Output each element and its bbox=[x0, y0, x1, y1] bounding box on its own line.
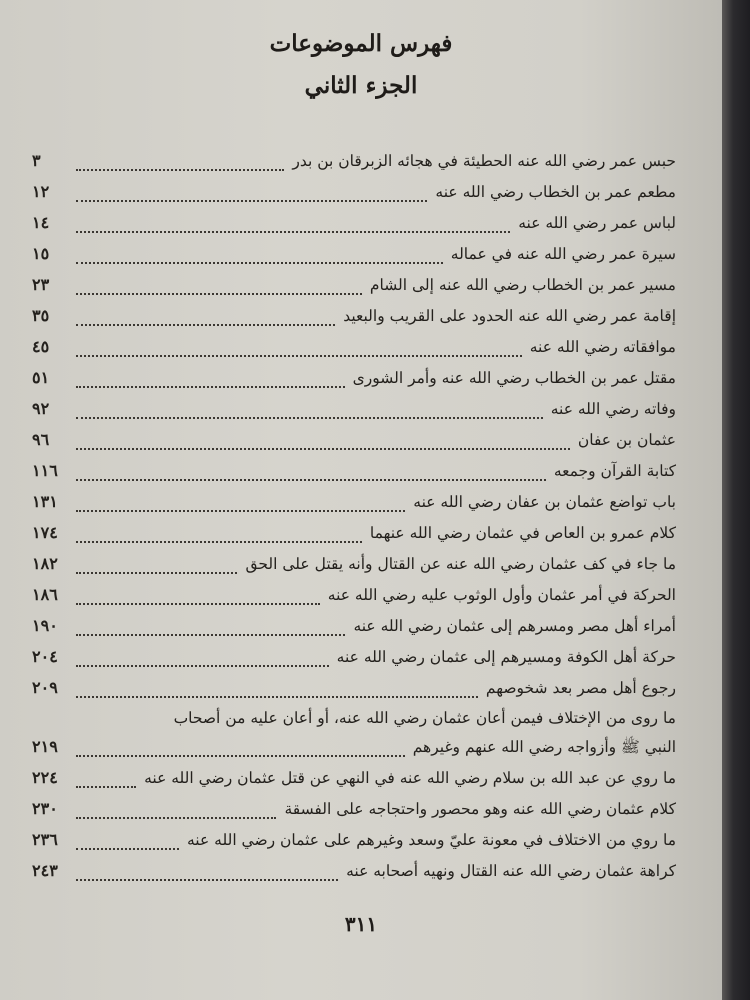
toc-entry-page: ٢٣٠ bbox=[32, 799, 58, 818]
toc-entry-title: مطعم عمر بن الخطاب رضي الله عنه bbox=[435, 183, 676, 201]
dot-leader bbox=[76, 355, 522, 357]
dot-leader bbox=[76, 541, 362, 543]
toc-entry-title: حبس عمر رضي الله عنه الحطيئة في هجائه الزبرقان بن بدر bbox=[292, 152, 676, 170]
toc-entry-page: ١٨٦ bbox=[32, 585, 58, 604]
toc-entry bbox=[32, 306, 676, 337]
toc-entry-title: رجوع أهل مصر بعد شخوصهم bbox=[485, 679, 676, 697]
toc-entry-title: ما روي من الاختلاف في معونة عليّ وسعد وغيرهم على عثمان رضي الله عنه bbox=[187, 831, 676, 849]
toc-entry-title: مسير عمر بن الخطاب رضي الله عنه إلى الشام bbox=[369, 276, 676, 294]
toc-entry bbox=[32, 275, 676, 306]
toc-entry-title: النبي ﷺ وأزواجه رضي الله عنهم وغيرهم bbox=[412, 738, 676, 756]
toc-entry bbox=[32, 861, 676, 892]
toc-entry-title: سيرة عمر رضي الله عنه في عماله bbox=[450, 245, 676, 263]
dot-leader bbox=[76, 603, 320, 605]
toc-entry bbox=[32, 368, 676, 399]
dot-leader bbox=[76, 169, 284, 171]
index-title: فهرس الموضوعات bbox=[269, 30, 453, 57]
toc-entry-title: موافقاته رضي الله عنه bbox=[529, 338, 676, 356]
dot-leader bbox=[76, 448, 570, 450]
toc-entry-first-line bbox=[32, 709, 676, 737]
dot-leader bbox=[76, 665, 329, 667]
toc-entry-title: ما جاء في كف عثمان رضي الله عنه عن القتال وأنه يقتل على الحق bbox=[245, 555, 676, 573]
dot-leader bbox=[76, 755, 405, 757]
dot-leader bbox=[76, 262, 443, 264]
toc-entry-page: ٤٥ bbox=[32, 337, 50, 356]
toc-entry bbox=[32, 151, 676, 182]
toc-entry-title: كلام عمرو بن العاص في عثمان رضي الله عنهما bbox=[369, 524, 676, 542]
dot-leader bbox=[76, 696, 478, 698]
toc-entry bbox=[32, 461, 676, 492]
toc-entry bbox=[32, 244, 676, 275]
toc-entry bbox=[32, 337, 676, 368]
dot-leader bbox=[76, 231, 510, 233]
toc-entry-title: أمراء أهل مصر ومسرهم إلى عثمان رضي الله عنه bbox=[353, 617, 676, 635]
dot-leader bbox=[76, 417, 543, 419]
toc-entry-title: عثمان بن عفان bbox=[577, 431, 676, 449]
toc-entry bbox=[32, 647, 676, 678]
toc-entry bbox=[32, 585, 676, 616]
toc-entry-page: ٢٠٩ bbox=[32, 678, 58, 697]
toc-entry bbox=[32, 554, 676, 585]
toc-entry bbox=[32, 399, 676, 430]
dot-leader bbox=[76, 200, 427, 202]
dot-leader bbox=[76, 786, 136, 788]
toc-entry bbox=[32, 182, 676, 213]
toc-entry bbox=[32, 678, 676, 709]
page-number: ٣١١ bbox=[344, 912, 378, 936]
toc-entry bbox=[32, 768, 676, 799]
toc-list bbox=[32, 151, 676, 892]
toc-entry-title: لباس عمر رضي الله عنه bbox=[518, 214, 676, 232]
toc-entry-title: ما روي عن عبد الله بن سلام رضي الله عنه في النهي عن قتل عثمان رضي الله عنه bbox=[144, 769, 676, 787]
toc-entry-page: ١٩٠ bbox=[32, 616, 58, 635]
toc-entry-title: حركة أهل الكوفة ومسيرهم إلى عثمان رضي الله عنه bbox=[336, 648, 676, 666]
dot-leader bbox=[76, 479, 546, 481]
dot-leader bbox=[76, 848, 179, 850]
dot-leader bbox=[76, 817, 276, 819]
toc-entry-page: ١١٦ bbox=[32, 461, 58, 480]
dot-leader bbox=[76, 510, 405, 512]
toc-entry-page: ١٧٤ bbox=[32, 523, 58, 542]
book-spine-edge bbox=[722, 0, 750, 1000]
toc-entry-page: ٢٣ bbox=[32, 275, 50, 294]
toc-entry-page: ١٢ bbox=[32, 182, 50, 201]
toc-entry-title: باب تواضع عثمان بن عفان رضي الله عنه bbox=[413, 493, 676, 511]
toc-entry-title: كراهة عثمان رضي الله عنه القتال ونهيه أصحابه عنه bbox=[346, 862, 676, 880]
toc-entry-page: ٥١ bbox=[32, 368, 50, 387]
toc-entry-title: كلام عثمان رضي الله عنه وهو محصور واحتجاجه على الفسقة bbox=[284, 800, 676, 818]
toc-entry-page: ١٤ bbox=[32, 213, 50, 232]
toc-entry-title: كتابة القرآن وجمعه bbox=[553, 462, 676, 480]
toc-entry bbox=[32, 492, 676, 523]
toc-entry-title: مقتل عمر بن الخطاب رضي الله عنه وأمر الشورى bbox=[352, 369, 676, 387]
toc-entry-title: الحركة في أمر عثمان وأول الوثوب عليه رضي الله عنه bbox=[327, 586, 676, 604]
dot-leader bbox=[76, 572, 237, 574]
dot-leader bbox=[76, 634, 345, 636]
toc-entry-page: ٢٠٤ bbox=[32, 647, 58, 666]
toc-entry bbox=[32, 799, 676, 830]
toc-entry bbox=[32, 430, 676, 461]
toc-entry-page: ٢٢٤ bbox=[32, 768, 58, 787]
toc-entry-page: ١٣١ bbox=[32, 492, 58, 511]
dot-leader bbox=[76, 324, 335, 326]
toc-entry-page: ٣٥ bbox=[32, 306, 50, 325]
toc-entry-title: وفاته رضي الله عنه bbox=[550, 400, 676, 418]
toc-entry bbox=[32, 523, 676, 554]
toc-entry-page: ٢٤٣ bbox=[32, 861, 58, 880]
volume-title: الجزء الثاني bbox=[304, 72, 418, 99]
toc-entry-page: ٣ bbox=[32, 151, 41, 170]
dot-leader bbox=[76, 386, 345, 388]
toc-entry-page: ٢١٩ bbox=[32, 737, 58, 756]
dot-leader bbox=[76, 879, 338, 881]
toc-entry bbox=[32, 830, 676, 861]
toc-entry-page: ٩٦ bbox=[32, 430, 50, 449]
toc-entry-page: ١٥ bbox=[32, 244, 50, 263]
toc-entry bbox=[32, 213, 676, 244]
toc-entry bbox=[32, 616, 676, 647]
toc-entry-page: ٢٣٦ bbox=[32, 830, 58, 849]
toc-entry bbox=[32, 737, 676, 768]
dot-leader bbox=[76, 293, 362, 295]
toc-entry-title: ما روى من الإختلاف فيمن أعان عثمان رضي الله عنه، أو أعان عليه من أصحاب bbox=[173, 709, 676, 727]
toc-entry-page: ١٨٢ bbox=[32, 554, 58, 573]
toc-entry-title: إقامة عمر رضي الله عنه الحدود على القريب والبعيد bbox=[343, 307, 676, 325]
toc-entry-page: ٩٢ bbox=[32, 399, 50, 418]
